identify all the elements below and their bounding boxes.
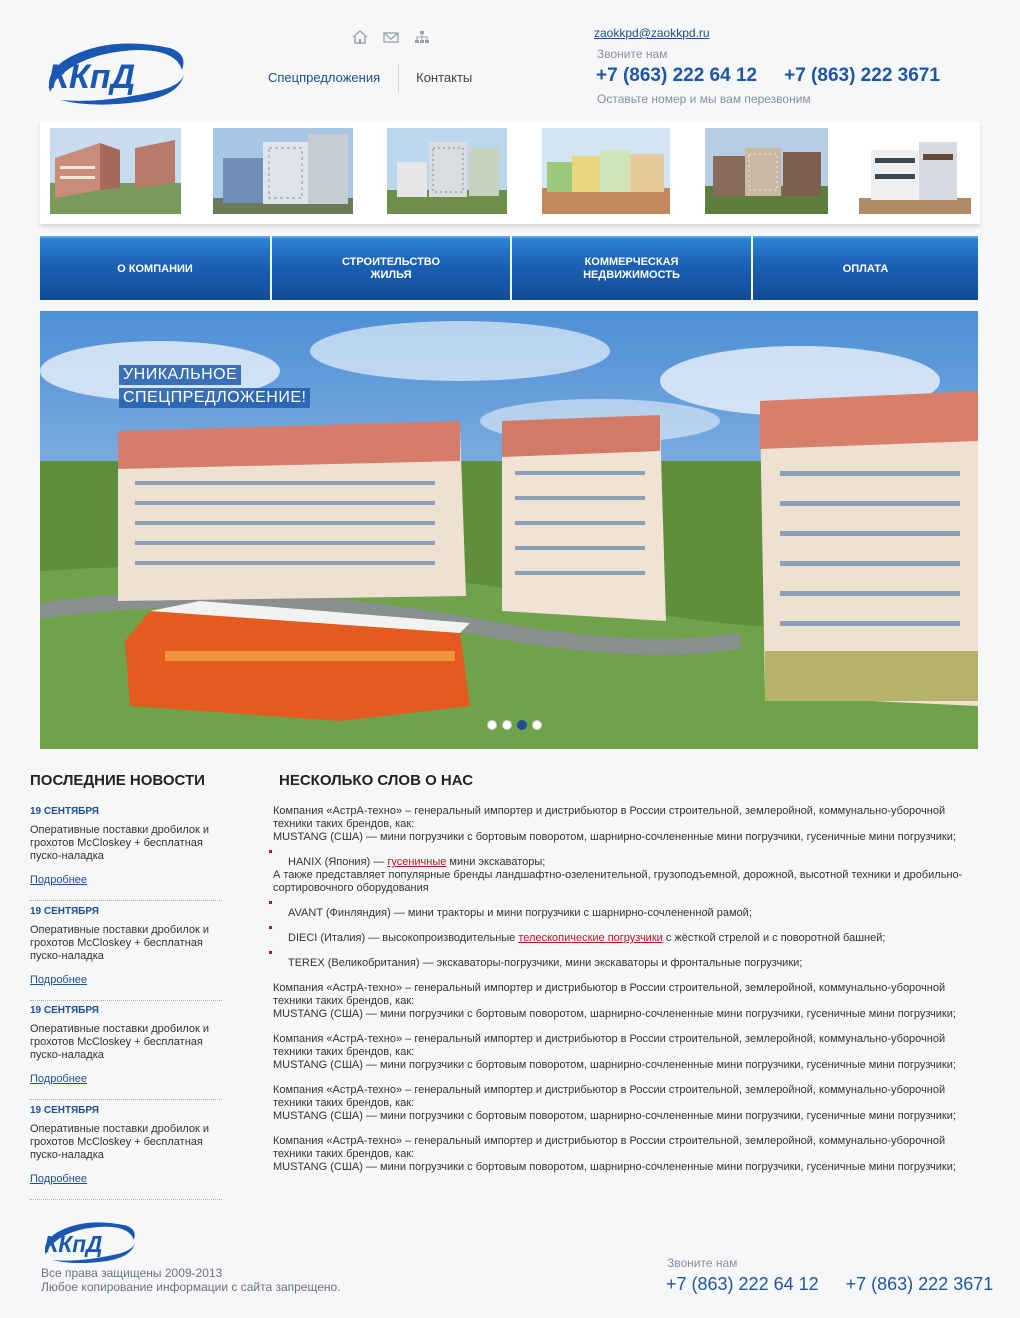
phone-1[interactable]: +7 (863) 222 64 12 — [596, 65, 758, 86]
thumbnail-2[interactable] — [213, 128, 353, 214]
about-intro: Компания «АстрА-техно» – генеральный импортер и дистрибьютор в России строительной, землеройной, коммунально-уборочной техники таких брендов, как: — [273, 805, 946, 830]
hero-caption-line2: СПЕЦПРЕДЛОЖЕНИЕ! — [119, 388, 310, 408]
about-intro: Компания «АстрА-техно» – генеральный импортер и дистрибьютор в России строительной, землеройной, коммунально-уборочной техники таких брендов, как: — [273, 1135, 946, 1160]
thumbnail-1[interactable] — [50, 128, 181, 214]
callback-text[interactable]: Оставьте номер и мы вам перезвоним — [597, 92, 811, 106]
news-item — [30, 906, 222, 1001]
top-nav — [268, 64, 472, 92]
about-paragraph — [273, 1135, 963, 1174]
about-paragraph — [273, 982, 963, 1021]
slider-dots — [487, 720, 542, 730]
about-intro: Компания «АстрА-техно» – генеральный импортер и дистрибьютор в России строительной, землеройной, коммунально-уборочной техники таких брендов, как: — [273, 1033, 946, 1058]
news-text[interactable]: Оперативные поставки дробилок и грохотов McCloskey + бесплатная пуско-наладка — [30, 924, 210, 962]
menu-housing-label: СТРОИТЕЛЬСТВО ЖИЛЬЯ — [341, 256, 441, 281]
news-item — [30, 806, 222, 901]
thumbnail-4[interactable] — [542, 128, 670, 214]
news-more-link[interactable]: Подробнее — [30, 974, 88, 986]
about-intro: Компания «АстрА-техно» – генеральный импортер и дистрибьютор в России строительной, землеройной, коммунально-уборочной техники таких брендов, как: — [273, 982, 946, 1007]
about-title: НЕСКОЛЬКО СЛОВ О НАС — [279, 772, 474, 789]
phone-2[interactable]: +7 (863) 222 3671 — [784, 65, 940, 86]
thumbnail-3[interactable] — [387, 128, 507, 214]
news-date: 19 СЕНТЯБРЯ — [30, 1005, 99, 1016]
header-phones — [596, 65, 940, 87]
about-bullet-hanix — [273, 856, 963, 869]
copyright-line1: Все права защищены 2009-2013 — [41, 1266, 223, 1280]
email-link[interactable]: zaokkpd@zaokkpd.ru — [594, 26, 710, 40]
hanix-text-end: мини экскаваторы; — [446, 856, 546, 868]
home-icon[interactable] — [352, 30, 368, 44]
news-date: 19 СЕНТЯБРЯ — [30, 906, 99, 917]
hanix-text: HANIX (Япония) — — [288, 856, 388, 868]
thumbnail-strip — [40, 122, 980, 224]
telescopic-loaders-link[interactable]: телескопические погрузчики — [518, 932, 663, 944]
about-intro: Компания «АстрА-техно» – генеральный импортер и дистрибьютор в России строительной, землеройной, коммунально-уборочной техники таких брендов, как: — [273, 1084, 946, 1109]
mail-icon[interactable] — [383, 30, 399, 44]
menu-housing[interactable] — [272, 236, 510, 300]
slider-dot-3[interactable] — [517, 720, 527, 730]
menu-commercial[interactable] — [512, 236, 751, 300]
about-bullet-terex — [273, 957, 963, 970]
news-text[interactable]: Оперативные поставки дробилок и грохотов McCloskey + бесплатная пуско-наладка — [30, 1023, 210, 1061]
thumbnail-6[interactable] — [859, 128, 971, 214]
about-text — [273, 805, 963, 1186]
about-paragraph — [273, 1084, 963, 1123]
news-more-link[interactable]: Подробнее — [30, 874, 88, 886]
avant-text: AVANT (Финляндия) — мини тракторы и мини погрузчики с шарнирно-сочлененной рамой; — [288, 907, 752, 919]
footer-phones — [666, 1274, 993, 1295]
about-paragraph — [273, 1033, 963, 1072]
news-date: 19 СЕНТЯБРЯ — [30, 806, 99, 817]
news-more-link[interactable]: Подробнее — [30, 1173, 88, 1185]
footer-call-label: Звоните нам — [667, 1256, 738, 1270]
footer-phone-1[interactable]: +7 (863) 222 64 12 — [666, 1274, 819, 1294]
about-bullet-avant — [273, 907, 963, 920]
tracked-link[interactable]: гусеничные — [387, 856, 447, 868]
footer-phone-2[interactable]: +7 (863) 222 3671 — [845, 1274, 994, 1294]
slider-dot-2[interactable] — [502, 720, 512, 730]
main-menu — [40, 236, 980, 300]
sitemap-icon[interactable] — [414, 30, 430, 44]
nav-contacts[interactable]: Контакты — [416, 70, 473, 85]
news-more-link[interactable]: Подробнее — [30, 1073, 88, 1085]
footer-logo-text: ККпД — [44, 1231, 103, 1257]
call-label: Звоните нам — [597, 47, 668, 61]
about-mustang: MUSTANG (США) — мини погрузчики с бортовым поворотом, шарнирно-сочлененные мини погрузчики, гусеничные мини погрузчики; — [273, 1161, 956, 1173]
about-bullet-dieci — [273, 932, 963, 945]
news-text[interactable]: Оперативные поставки дробилок и грохотов McCloskey + бесплатная пуско-наладка — [30, 824, 210, 862]
footer-logo[interactable] — [40, 1220, 138, 1264]
dieci-text: DIECI (Италия) — высокопроизводительные — [288, 932, 519, 944]
about-mustang: MUSTANG (США) — мини погрузчики с бортовым поворотом, шарнирно-сочлененные мини погрузчики, гусеничные мини погрузчики; — [273, 1008, 956, 1020]
copyright-line2: Любое копирование информации с сайта запрещено. — [41, 1280, 341, 1294]
news-text[interactable]: Оперативные поставки дробилок и грохотов McCloskey + бесплатная пуско-наладка — [30, 1123, 210, 1161]
hero-caption-line1: УНИКАЛЬНОЕ — [119, 365, 241, 385]
news-title: ПОСЛЕДНИЕ НОВОСТИ — [30, 772, 205, 789]
nav-special-offers[interactable]: Спецпредложения — [268, 64, 399, 92]
slider-dot-4[interactable] — [532, 720, 542, 730]
site-logo[interactable] — [42, 40, 188, 106]
menu-about[interactable]: О КОМПАНИИ — [40, 236, 270, 300]
menu-commercial-label: КОММЕРЧЕСКАЯ НЕДВИЖИМОСТЬ — [583, 256, 680, 281]
about-mustang: MUSTANG (США) — мини погрузчики с бортовым поворотом, шарнирно-сочлененные мини погрузчики, гусеничные мини погрузчики; — [273, 1110, 956, 1122]
news-item — [30, 1105, 222, 1200]
news-item — [30, 1005, 222, 1100]
menu-payment[interactable]: ОПЛАТА — [753, 236, 978, 300]
news-date: 19 СЕНТЯБРЯ — [30, 1105, 99, 1116]
terex-text: TEREX (Великобритания) — экскаваторы-погрузчики, мини экскаваторы и фронтальные погрузчики; — [288, 957, 803, 969]
about-also: А также представляет популярные бренды ландшафтно-озеленительной, грузоподъемной, дорожной, высотной техники и дробильно-сортировочного оборудования — [273, 869, 963, 894]
about-paragraph — [273, 805, 963, 844]
hero-banner[interactable] — [40, 311, 978, 749]
slider-dot-1[interactable] — [487, 720, 497, 730]
dieci-text-end: с жёсткой стрелой и с поворотной башней; — [662, 932, 886, 944]
about-mustang: MUSTANG (США) — мини погрузчики с бортовым поворотом, шарнирно-сочлененные мини погрузчики, гусеничные мини погрузчики; — [273, 1059, 956, 1071]
hero-caption — [119, 365, 310, 411]
about-mustang: MUSTANG (США) — мини погрузчики с бортовым поворотом, шарнирно-сочлененные мини погрузчики, гусеничные мини погрузчики; — [273, 831, 956, 843]
copyright — [41, 1266, 341, 1294]
logo-text: ККпД — [48, 58, 136, 96]
thumbnail-5[interactable] — [705, 128, 828, 214]
